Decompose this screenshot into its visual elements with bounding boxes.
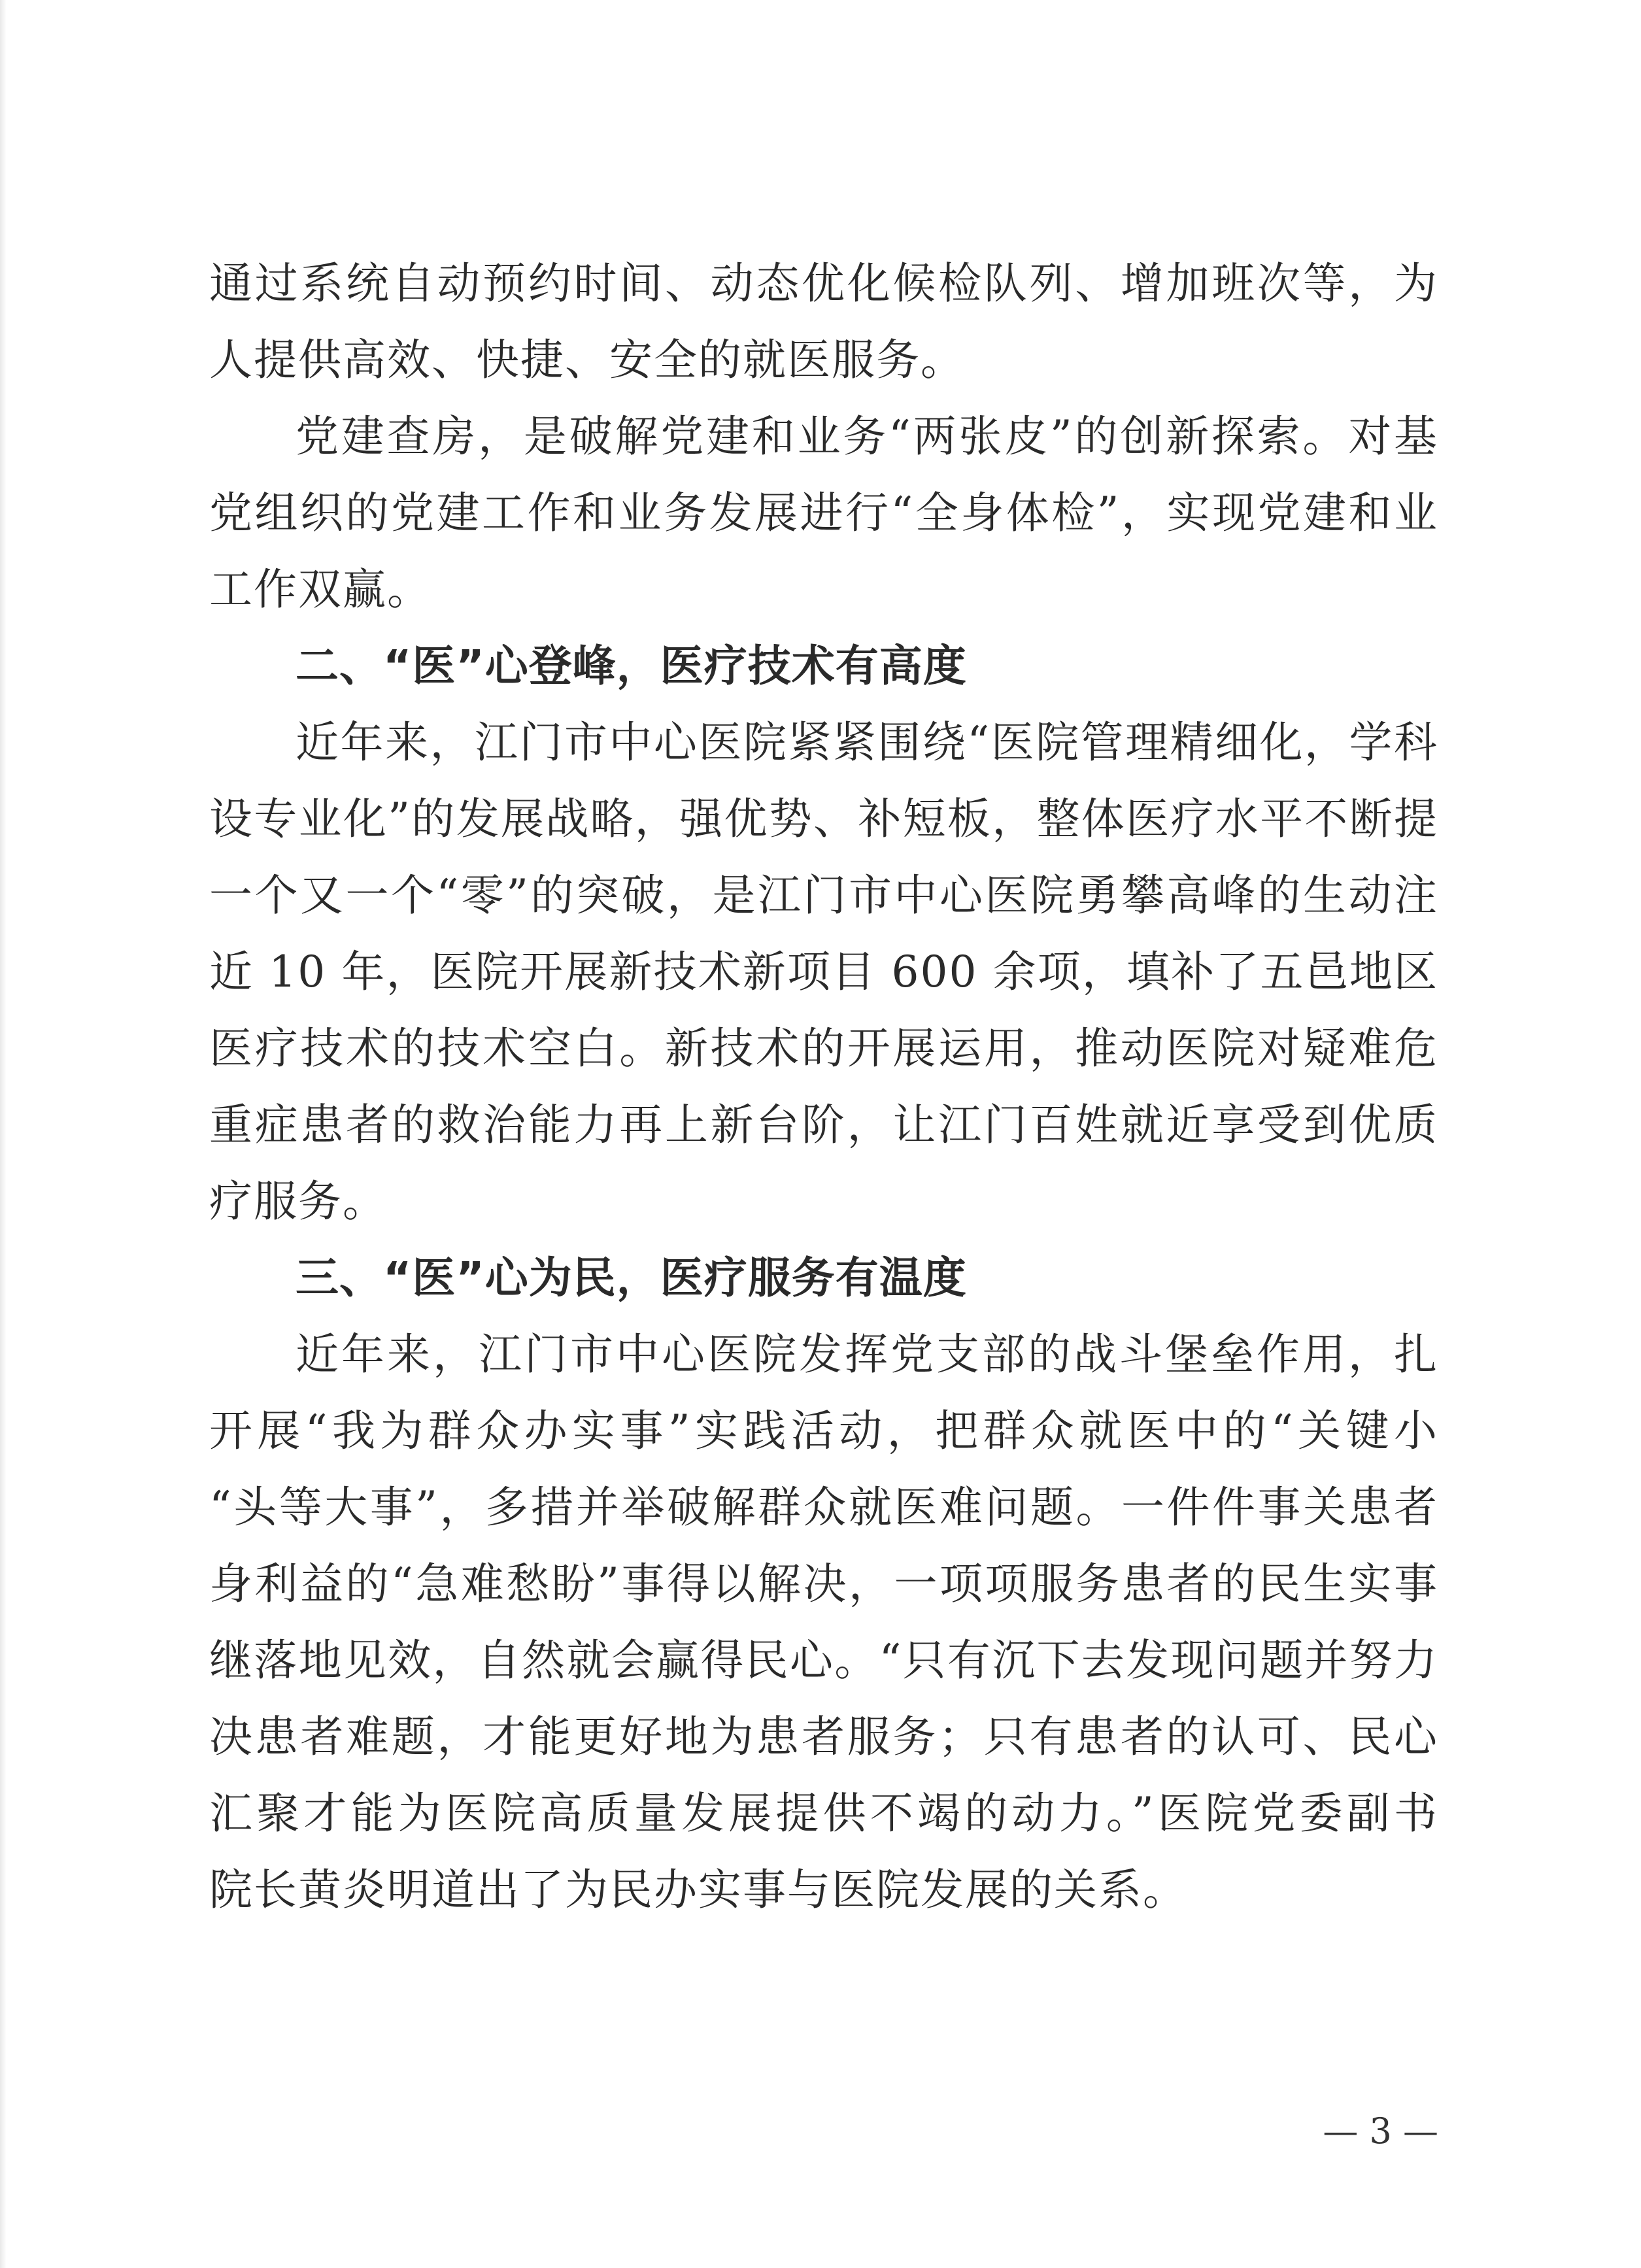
page-number: — 3 — — [1323, 2110, 1438, 2152]
paragraph-line: 决患者难题，才能更好地为患者服务；只有患者的认可、民心 — [209, 1712, 1438, 1762]
paragraph-line: 工作双赢。 — [209, 564, 431, 615]
paragraph-line: 身利益的“急难愁盼”事得以解决，一项项服务患者的民生实事 — [209, 1559, 1438, 1609]
paragraph-line: 一个又一个“零”的突破，是江门市中心医院勇攀高峰的生动注 — [209, 870, 1438, 921]
paragraph-line: 通过系统自动预约时间、动态优化候检队列、增加班次等，为 — [209, 258, 1438, 309]
paragraph-line: 设专业化”的发展战略，强优势、补短板，整体医疗水平不断提 — [209, 794, 1438, 844]
paragraph-line: “头等大事”，多措并举破解群众就医难问题。一件件事关患者 — [209, 1482, 1438, 1532]
paragraph-line: 近年来，江门市中心医院紧紧围绕“医院管理精细化，学科 — [296, 717, 1438, 768]
paragraph-line: 重症患者的救治能力再上新台阶，让江门百姓就近享受到优质 — [209, 1100, 1438, 1150]
document-body — [209, 245, 1438, 1928]
paragraph-line: 医疗技术的技术空白。新技术的开展运用，推动医院对疑难危 — [209, 1023, 1438, 1074]
paragraph-line: 继落地见效，自然就会赢得民心。“只有沉下去发现问题并努力 — [209, 1635, 1438, 1685]
paragraph-line: 党建查房，是破解党建和业务“两张皮”的创新探索。对基 — [296, 411, 1438, 462]
paragraph-line: 院长黄炎明道出了为民办实事与医院发展的关系。 — [209, 1865, 1187, 1915]
page-edge-shadow — [0, 0, 7, 2268]
paragraph-line: 近 10 年，医院开展新技术新项目 600 余项，填补了五邑地区 — [209, 947, 1438, 997]
section-heading: 三、“医”心为民，医疗服务有温度 — [296, 1253, 967, 1303]
paragraph-line: 汇聚才能为医院高质量发展提供不竭的动力。”医院党委副书 — [209, 1788, 1438, 1838]
paragraph-line: 开展“我为群众办实事”实践活动，把群众就医中的“关键小 — [209, 1406, 1438, 1456]
section-heading: 二、“医”心登峰，医疗技术有高度 — [296, 641, 967, 691]
paragraph-line: 人提供高效、快捷、安全的就医服务。 — [209, 335, 965, 385]
paragraph-line: 党组织的党建工作和业务发展进行“全身体检”，实现党建和业 — [209, 488, 1438, 538]
paragraph-line: 近年来，江门市中心医院发挥党支部的战斗堡垒作用，扎 — [296, 1329, 1438, 1379]
paragraph-line: 疗服务。 — [209, 1176, 387, 1227]
